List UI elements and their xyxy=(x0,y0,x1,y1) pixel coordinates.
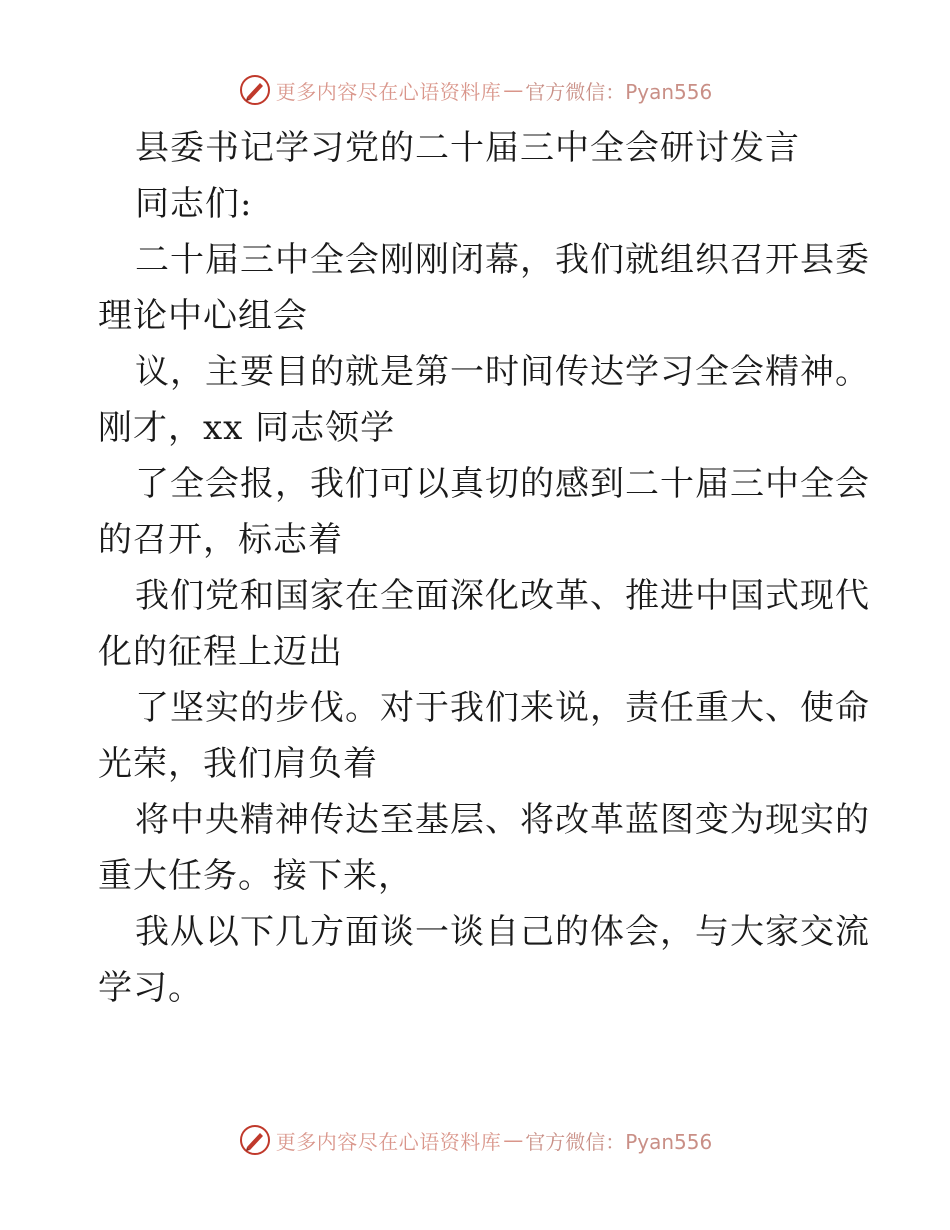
pen-logo-icon xyxy=(238,73,272,107)
watermark-brand: 更多内容尽在心语资料库 xyxy=(275,79,502,104)
text-line: 议，主要目的就是第一时间传达学习全会精神。 xyxy=(135,352,870,392)
text-line: 化的征程上迈出 xyxy=(98,632,343,672)
text-line: 理论中心组会 xyxy=(98,296,308,336)
text-line: 重大任务。接下来， xyxy=(98,856,413,896)
watermark-dash: — xyxy=(503,78,524,102)
document-title: 县委书记学习党的二十届三中全会研讨发言 xyxy=(135,128,800,168)
header-watermark xyxy=(0,70,950,110)
watermark-contact: 官方微信：Pyan556 xyxy=(525,1129,713,1154)
text-line: 学习。 xyxy=(98,968,203,1008)
watermark-dash: — xyxy=(503,1128,524,1152)
salutation: 同志们: xyxy=(135,184,253,224)
text-line: 光荣，我们肩负着 xyxy=(98,744,378,784)
text-line: 的召开，标志着 xyxy=(98,520,343,560)
text-line: 我从以下几方面谈一谈自己的体会，与大家交流 xyxy=(135,912,870,952)
text-line: 我们党和国家在全面深化改革、推进中国式现代 xyxy=(135,576,870,616)
document-body xyxy=(98,120,870,1016)
text-line: 了坚实的步伐。对于我们来说，责任重大、使命 xyxy=(135,688,870,728)
watermark-contact: 官方微信：Pyan556 xyxy=(525,79,713,104)
text-line: 二十届三中全会刚刚闭幕，我们就组织召开县委 xyxy=(135,240,870,280)
pen-logo-icon xyxy=(238,1123,272,1157)
footer-watermark xyxy=(0,1120,950,1160)
text-line: 了全会报，我们可以真切的感到二十届三中全会 xyxy=(135,464,870,504)
watermark-brand: 更多内容尽在心语资料库 xyxy=(275,1129,502,1154)
text-line: 刚才，xx 同志领学 xyxy=(98,408,396,448)
text-line: 将中央精神传达至基层、将改革蓝图变为现实的 xyxy=(135,800,870,840)
